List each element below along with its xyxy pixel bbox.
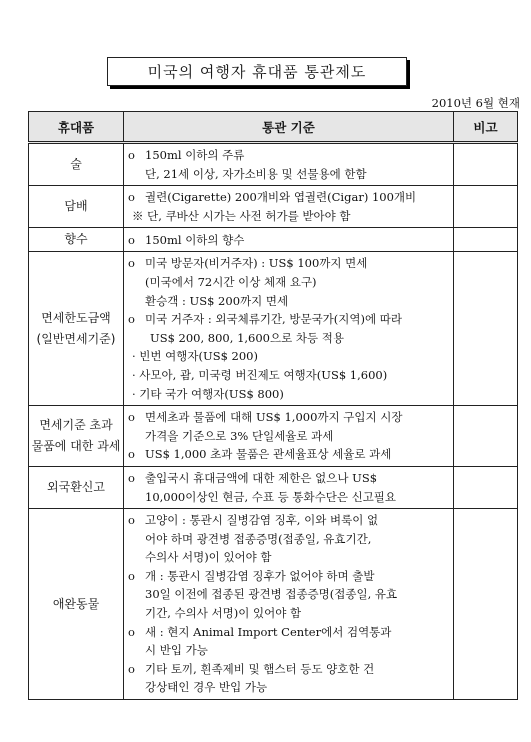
item-label: 물품에 대한 과세: [31, 439, 121, 454]
standard-text: 30일 이전에 접종된 광견병 접종증명(접종일, 유효: [145, 587, 398, 602]
standard-line: [128, 146, 449, 165]
standard-text: 미국 방문자(비거주자) : US$ 100까지 면세: [145, 256, 368, 271]
table-header-row: [29, 112, 518, 143]
standard-text: 150ml 이하의 향수: [145, 232, 245, 247]
item-label: 향수: [64, 232, 88, 247]
header-note: 비고: [454, 112, 518, 143]
standard-text: 고양이 : 통관시 질병감염 징후, 이와 벼룩이 없: [145, 513, 379, 528]
standard-text: 어야 하며 광견병 접종증명(접종일, 유효기간,: [145, 531, 372, 546]
standard-line: [128, 604, 449, 623]
standard-line: [128, 530, 449, 549]
standard-text: · 빈번 여행자(US$ 200): [132, 349, 258, 364]
standard-text: 면세초과 물품에 대해 US$ 1,000까지 구입지 시장: [145, 410, 403, 425]
standard-line: [128, 347, 449, 366]
standard-line: [128, 488, 449, 507]
standard-line: [128, 585, 449, 604]
standard-line: [128, 511, 449, 530]
item-cell: [29, 228, 124, 252]
bullet-marker: o: [128, 232, 135, 247]
bullet-marker: o: [128, 190, 135, 205]
standard-text: ※ 단, 쿠바산 시가는 사전 허가를 받아야 함: [132, 208, 351, 223]
note-cell: [454, 186, 518, 228]
table-row: [29, 252, 518, 406]
table-row: [29, 509, 518, 700]
standard-line: [128, 678, 449, 697]
standard-text: 개 : 통관시 질병감염 징후가 없어야 하며 출발: [145, 568, 375, 583]
standard-line: [128, 366, 449, 385]
bullet-marker: o: [128, 624, 135, 639]
standard-text: 수의사 서명)이 있어야 함: [145, 550, 272, 565]
standard-text: 출입국시 휴대금액에 대한 제한은 없으나 US$: [145, 470, 378, 485]
standard-line: [128, 385, 449, 404]
item-label: 술: [70, 157, 82, 172]
header-standard: 통관 기준: [124, 112, 454, 143]
standard-text: 환승객 : US$ 200까지 면세: [145, 293, 289, 308]
table-row: [29, 466, 518, 508]
standard-cell: [124, 406, 454, 467]
table-row: [29, 228, 518, 252]
item-cell: [29, 143, 124, 186]
standard-line: [128, 623, 449, 642]
item-cell: [29, 186, 124, 228]
standard-cell: [124, 186, 454, 228]
standard-text: (미국에서 72시간 이상 체재 요구): [145, 274, 317, 289]
bullet-marker: o: [128, 470, 135, 485]
bullet-marker: o: [128, 312, 135, 327]
standard-text: 새 : 현지 Animal Import Center에서 검역통과: [145, 624, 392, 639]
item-label: 담배: [64, 199, 88, 214]
note-cell: [454, 228, 518, 252]
table-row: [29, 143, 518, 186]
standard-text: 단, 21세 이상, 자가소비용 및 선물용에 한함: [145, 166, 367, 181]
standard-line: [128, 273, 449, 292]
note-cell: [454, 466, 518, 508]
standard-line: [128, 254, 449, 273]
bullet-marker: o: [128, 447, 135, 462]
customs-table: [28, 111, 518, 700]
bullet-marker: o: [128, 513, 135, 528]
item-label: 면세기준 초과: [39, 418, 113, 433]
standard-line: [128, 188, 449, 207]
note-cell: [454, 143, 518, 186]
standard-line: [128, 641, 449, 660]
standard-line: [128, 469, 449, 488]
standard-cell: [124, 466, 454, 508]
standard-line: [128, 165, 449, 184]
standard-cell: [124, 509, 454, 700]
bullet-marker: o: [128, 568, 135, 583]
standard-cell: [124, 228, 454, 252]
bullet-marker: o: [128, 661, 135, 676]
standard-text: US$ 200, 800, 1,600으로 차등 적용: [150, 330, 344, 345]
item-label: 면세한도금액: [41, 310, 111, 325]
standard-text: 강상태인 경우 반입 가능: [145, 680, 268, 695]
bullet-marker: o: [128, 148, 135, 162]
standard-text: 미국 거주자 : 외국체류기간, 방문국가(지역)에 따라: [145, 312, 402, 327]
standard-text: 150ml 이하의 주류: [145, 148, 245, 162]
document-title-text: 미국의 여행자 휴대품 통관제도: [147, 63, 367, 81]
note-cell: [454, 252, 518, 406]
standard-text: · 기타 국가 여행자(US$ 800): [132, 386, 284, 401]
item-cell: [29, 406, 124, 467]
standard-line: [128, 567, 449, 586]
standard-line: [128, 548, 449, 567]
as-of-date: 2010년 6월 현재: [431, 96, 520, 110]
standard-line: [128, 329, 449, 348]
item-cell: [29, 509, 124, 700]
note-cell: [454, 509, 518, 700]
bullet-marker: o: [128, 256, 135, 271]
standard-line: [128, 207, 449, 226]
standard-line: [128, 310, 449, 329]
standard-line: [128, 660, 449, 679]
bullet-marker: o: [128, 410, 135, 425]
item-label: 외국환신고: [47, 480, 105, 494]
standard-line: [128, 408, 449, 427]
standard-cell: [124, 252, 454, 406]
item-label: (일반면세기준): [36, 331, 116, 346]
standard-text: 가격을 기준으로 3% 단일세율로 과세: [145, 428, 334, 443]
table-row: [29, 186, 518, 228]
document-title: [107, 57, 407, 86]
standard-text: 10,000이상인 현금, 수표 등 통화수단은 신고필요: [145, 489, 397, 504]
standard-line: [128, 231, 449, 250]
standard-line: [128, 427, 449, 446]
header-item: 휴대품: [29, 112, 124, 143]
standard-text: · 사모아, 괌, 미국령 버진제도 여행자(US$ 1,600): [132, 367, 388, 382]
note-cell: [454, 406, 518, 467]
standard-text: US$ 1,000 초과 물품은 관세율표상 세율로 과세: [145, 447, 392, 462]
standard-line: [128, 292, 449, 311]
standard-text: 시 반입 가능: [145, 643, 208, 658]
standard-text: 기타 토끼, 흰족제비 및 햄스터 등도 양호한 건: [145, 661, 375, 676]
standard-text: 궐련(Cigarette) 200개비와 엽궐련(Cigar) 100개비: [145, 190, 417, 205]
standard-text: 기간, 수의사 서명)이 있어야 함: [145, 606, 302, 621]
item-cell: [29, 466, 124, 508]
standard-cell: [124, 143, 454, 186]
table-row: [29, 406, 518, 467]
item-label: 애완동물: [52, 596, 100, 611]
item-cell: [29, 252, 124, 406]
standard-line: [128, 445, 449, 464]
